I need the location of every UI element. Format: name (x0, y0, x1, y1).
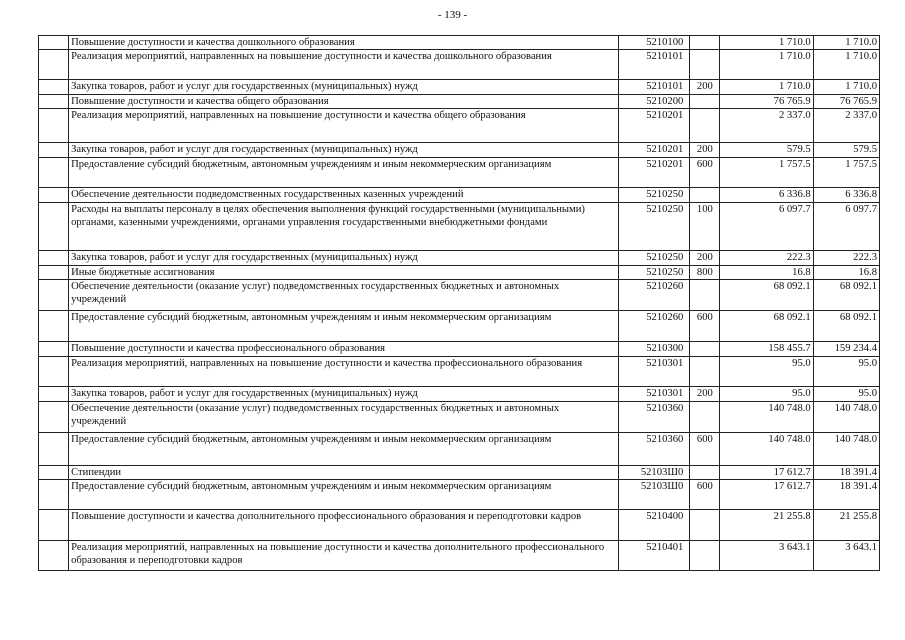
amount-cell: 3 643.1 (813, 541, 879, 571)
row-marker-cell (39, 342, 69, 357)
amount-cell: 18 391.4 (813, 480, 879, 510)
amount-cell: 140 748.0 (813, 433, 879, 466)
item-name-cell: Реализация мероприятий, направленных на повышение доступности и качества дополнительного профессионального образования и переподготовки кадров (69, 541, 619, 571)
table-row (39, 387, 880, 402)
row-marker-cell (39, 387, 69, 402)
amount-cell: 2 337.0 (720, 109, 813, 143)
item-name-cell: Повышение доступности и качества дошкольного образования (69, 36, 619, 50)
row-marker-cell (39, 95, 69, 109)
amount-cell: 76 765.9 (720, 95, 813, 109)
budget-table-body (39, 36, 880, 571)
expense-type-cell: 600 (690, 158, 720, 188)
expense-type-cell (690, 342, 720, 357)
target-code-cell: 5210101 (619, 50, 690, 80)
amount-cell: 158 455.7 (720, 342, 813, 357)
amount-cell: 95.0 (720, 387, 813, 402)
amount-cell: 68 092.1 (720, 280, 813, 311)
item-name-cell: Закупка товаров, работ и услуг для государственных (муниципальных) нужд (69, 251, 619, 266)
row-marker-cell (39, 109, 69, 143)
amount-cell: 579.5 (720, 143, 813, 158)
target-code-cell: 52103Ш0 (619, 466, 690, 480)
amount-cell: 6 336.8 (720, 188, 813, 203)
item-name-cell: Стипендии (69, 466, 619, 480)
expense-type-cell: 200 (690, 143, 720, 158)
table-row (39, 433, 880, 466)
target-code-cell: 5210300 (619, 342, 690, 357)
item-name-cell: Расходы на выплаты персоналу в целях обеспечения выполнения функций государственными (муниципальными) органами, казенными учреждениями, органами управления государственными внебюджетными фондами (69, 203, 619, 251)
target-code-cell: 5210400 (619, 510, 690, 541)
table-row (39, 36, 880, 50)
amount-cell: 95.0 (813, 357, 879, 387)
row-marker-cell (39, 510, 69, 541)
target-code-cell: 5210250 (619, 203, 690, 251)
expense-type-cell (690, 109, 720, 143)
amount-cell: 68 092.1 (813, 280, 879, 311)
target-code-cell: 5210101 (619, 80, 690, 95)
amount-cell: 140 748.0 (720, 402, 813, 433)
amount-cell: 17 612.7 (720, 466, 813, 480)
row-marker-cell (39, 143, 69, 158)
expense-type-cell (690, 466, 720, 480)
item-name-cell: Предоставление субсидий бюджетным, автономным учреждениям и иным некоммерческим организациям (69, 311, 619, 342)
table-row (39, 203, 880, 251)
expense-type-cell: 600 (690, 433, 720, 466)
amount-cell: 17 612.7 (720, 480, 813, 510)
row-marker-cell (39, 158, 69, 188)
target-code-cell: 5210260 (619, 280, 690, 311)
row-marker-cell (39, 80, 69, 95)
item-name-cell: Закупка товаров, работ и услуг для государственных (муниципальных) нужд (69, 80, 619, 95)
item-name-cell: Реализация мероприятий, направленных на повышение доступности и качества дошкольного образования (69, 50, 619, 80)
row-marker-cell (39, 266, 69, 280)
amount-cell: 6 097.7 (720, 203, 813, 251)
amount-cell: 1 710.0 (720, 36, 813, 50)
expense-type-cell (690, 280, 720, 311)
amount-cell: 140 748.0 (720, 433, 813, 466)
table-row (39, 402, 880, 433)
table-row (39, 80, 880, 95)
amount-cell: 16.8 (720, 266, 813, 280)
table-row (39, 311, 880, 342)
target-code-cell: 5210360 (619, 402, 690, 433)
table-row (39, 342, 880, 357)
amount-cell: 140 748.0 (813, 402, 879, 433)
expense-type-cell (690, 36, 720, 50)
row-marker-cell (39, 280, 69, 311)
expense-type-cell: 600 (690, 311, 720, 342)
item-name-cell: Предоставление субсидий бюджетным, автономным учреждениям и иным некоммерческим организациям (69, 480, 619, 510)
target-code-cell: 5210201 (619, 143, 690, 158)
expense-type-cell (690, 188, 720, 203)
amount-cell: 1 757.5 (720, 158, 813, 188)
expense-type-cell (690, 510, 720, 541)
target-code-cell: 5210250 (619, 251, 690, 266)
expense-type-cell (690, 95, 720, 109)
row-marker-cell (39, 251, 69, 266)
amount-cell: 6 336.8 (813, 188, 879, 203)
expense-type-cell: 200 (690, 80, 720, 95)
amount-cell: 16.8 (813, 266, 879, 280)
amount-cell: 2 337.0 (813, 109, 879, 143)
item-name-cell: Повышение доступности и качества общего образования (69, 95, 619, 109)
expense-type-cell: 200 (690, 251, 720, 266)
table-row (39, 251, 880, 266)
expense-type-cell: 800 (690, 266, 720, 280)
table-row (39, 188, 880, 203)
row-marker-cell (39, 188, 69, 203)
target-code-cell: 52103Ш0 (619, 480, 690, 510)
item-name-cell: Обеспечение деятельности (оказание услуг) подведомственных государственных бюджетных и автономных учреждений (69, 280, 619, 311)
table-row (39, 50, 880, 80)
expense-type-cell: 600 (690, 480, 720, 510)
target-code-cell: 5210201 (619, 158, 690, 188)
target-code-cell: 5210250 (619, 266, 690, 280)
row-marker-cell (39, 480, 69, 510)
target-code-cell: 5210301 (619, 387, 690, 402)
amount-cell: 1 710.0 (720, 80, 813, 95)
table-row (39, 143, 880, 158)
row-marker-cell (39, 357, 69, 387)
table-row (39, 280, 880, 311)
amount-cell: 3 643.1 (720, 541, 813, 571)
expense-type-cell (690, 357, 720, 387)
row-marker-cell (39, 433, 69, 466)
amount-cell: 95.0 (720, 357, 813, 387)
amount-cell: 76 765.9 (813, 95, 879, 109)
amount-cell: 1 757.5 (813, 158, 879, 188)
item-name-cell: Обеспечение деятельности (оказание услуг) подведомственных государственных бюджетных и автономных учреждений (69, 402, 619, 433)
row-marker-cell (39, 466, 69, 480)
amount-cell: 21 255.8 (813, 510, 879, 541)
expense-type-cell: 200 (690, 387, 720, 402)
row-marker-cell (39, 50, 69, 80)
amount-cell: 579.5 (813, 143, 879, 158)
amount-cell: 159 234.4 (813, 342, 879, 357)
target-code-cell: 5210260 (619, 311, 690, 342)
expense-type-cell (690, 402, 720, 433)
table-row (39, 466, 880, 480)
target-code-cell: 5210200 (619, 95, 690, 109)
table-row (39, 357, 880, 387)
row-marker-cell (39, 541, 69, 571)
item-name-cell: Предоставление субсидий бюджетным, автономным учреждениям и иным некоммерческим организациям (69, 433, 619, 466)
item-name-cell: Закупка товаров, работ и услуг для государственных (муниципальных) нужд (69, 143, 619, 158)
amount-cell: 68 092.1 (720, 311, 813, 342)
item-name-cell: Повышение доступности и качества дополнительного профессионального образования и переподготовки кадров (69, 510, 619, 541)
item-name-cell: Предоставление субсидий бюджетным, автономным учреждениям и иным некоммерческим организациям (69, 158, 619, 188)
page-number: - 139 - (437, 9, 468, 21)
amount-cell: 1 710.0 (813, 36, 879, 50)
target-code-cell: 5210301 (619, 357, 690, 387)
item-name-cell: Реализация мероприятий, направленных на повышение доступности и качества общего образования (69, 109, 619, 143)
item-name-cell: Повышение доступности и качества профессионального образования (69, 342, 619, 357)
amount-cell: 1 710.0 (813, 80, 879, 95)
table-row (39, 510, 880, 541)
expense-type-cell (690, 50, 720, 80)
amount-cell: 1 710.0 (720, 50, 813, 80)
row-marker-cell (39, 36, 69, 50)
table-row (39, 95, 880, 109)
row-marker-cell (39, 402, 69, 433)
budget-table (38, 35, 880, 571)
table-row (39, 541, 880, 571)
amount-cell: 1 710.0 (813, 50, 879, 80)
target-code-cell: 5210201 (619, 109, 690, 143)
amount-cell: 222.3 (813, 251, 879, 266)
target-code-cell: 5210100 (619, 36, 690, 50)
table-row (39, 109, 880, 143)
amount-cell: 222.3 (720, 251, 813, 266)
target-code-cell: 5210360 (619, 433, 690, 466)
row-marker-cell (39, 311, 69, 342)
table-row (39, 158, 880, 188)
amount-cell: 18 391.4 (813, 466, 879, 480)
row-marker-cell (39, 203, 69, 251)
item-name-cell: Обеспечение деятельности подведомственных государственных казенных учреждений (69, 188, 619, 203)
item-name-cell: Закупка товаров, работ и услуг для государственных (муниципальных) нужд (69, 387, 619, 402)
amount-cell: 95.0 (813, 387, 879, 402)
amount-cell: 21 255.8 (720, 510, 813, 541)
amount-cell: 68 092.1 (813, 311, 879, 342)
amount-cell: 6 097.7 (813, 203, 879, 251)
expense-type-cell: 100 (690, 203, 720, 251)
item-name-cell: Реализация мероприятий, направленных на повышение доступности и качества профессионального образования (69, 357, 619, 387)
target-code-cell: 5210250 (619, 188, 690, 203)
table-row (39, 266, 880, 280)
expense-type-cell (690, 541, 720, 571)
target-code-cell: 5210401 (619, 541, 690, 571)
item-name-cell: Иные бюджетные ассигнования (69, 266, 619, 280)
table-row (39, 480, 880, 510)
